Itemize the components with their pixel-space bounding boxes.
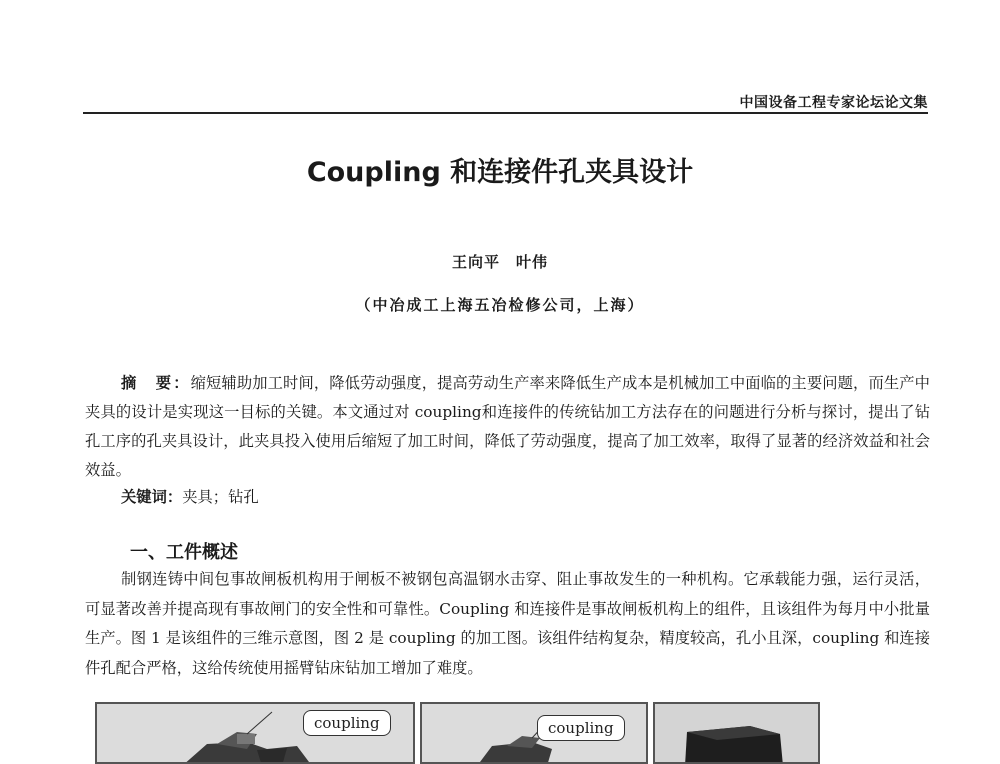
figure-part-image — [655, 704, 820, 764]
section-heading: 一、工件概述 — [130, 542, 238, 563]
figure-part-photo — [653, 702, 820, 764]
abstract-label: 摘 要： — [121, 374, 191, 392]
abstract — [85, 369, 930, 485]
keywords — [121, 485, 259, 507]
abstract-text: 缩短辅助加工时间，降低劳动强度，提高劳动生产率来降低生产成本是机械加工中面临的主要问题，而生产中夹具的设计是实现这一目标的关键。本文通过对 coupling和连接件的传统钻加工方法存在的问题进行分析与探讨，提出了钻孔工序的孔夹具设计，此夹具投入使用后缩短了加工时间，降低了劳动强度，提高了加工效率，取得了显著的经济效益和社会效益。 — [85, 374, 930, 479]
figure-strip — [95, 702, 820, 759]
figure-3d-assembly-view — [95, 702, 415, 764]
keywords-label: 关键词： — [121, 488, 183, 506]
paper-title: Coupling 和连接件孔夹具设计 — [306, 157, 694, 188]
paper-affiliation: （中冶成工上海五冶检修公司，上海） — [355, 296, 645, 314]
paper-authors: 王向平 叶伟 — [451, 253, 548, 271]
figure-3d-coupling-view — [420, 702, 648, 764]
journal-series-title: 中国设备工程专家论坛论文集 — [739, 95, 928, 111]
section-body: 制钢连铸中间包事故闸板机构用于闸板不被钢包高温钢水击穿、阻止事故发生的一种机构。它承载能力强，运行灵活，可显著改善并提高现有事故闸门的安全性和可靠性。Coupling 和连接件是事故闸板机构上的组件，且该组件为每月中小批量生产。图 1 是该组件的三维示意图，图 2 是 coupling 的加工图。该组件结构复杂，精度较高，孔小且深，coupling 和连接件孔配合严格，这给传统使用摇臂钻床钻加工增加了难度。 — [85, 570, 930, 677]
header-rule — [83, 112, 928, 114]
figure-callout-coupling: coupling — [303, 710, 391, 736]
figure-callout-coupling: coupling — [537, 715, 625, 741]
keywords-text: 夹具；钻孔 — [182, 488, 259, 506]
